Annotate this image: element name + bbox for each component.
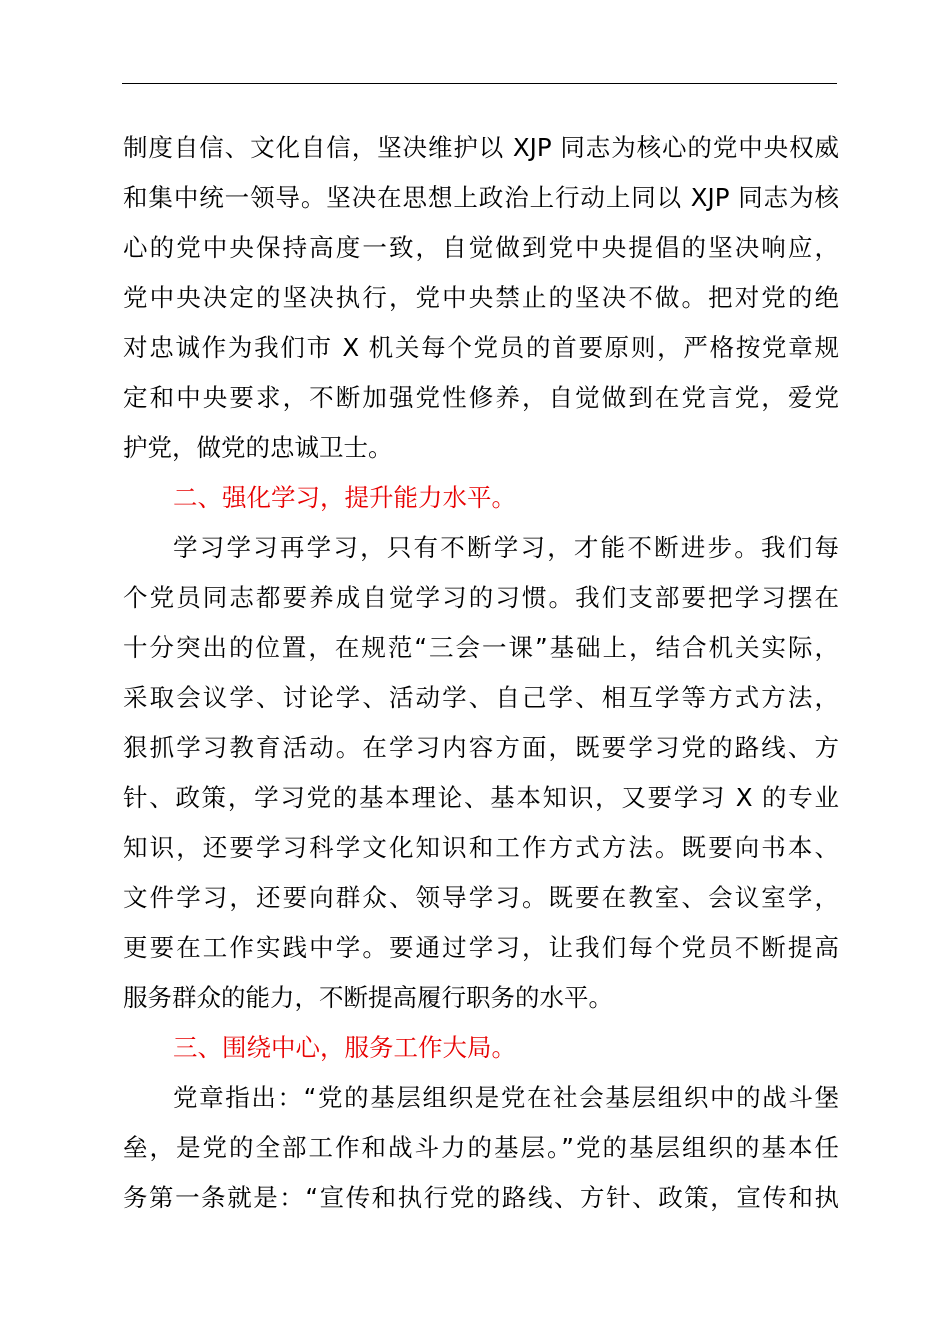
text-line: 文件学习，还要向群众、领导学习。既要在教室、会议室学， bbox=[123, 883, 839, 912]
text-line: 狠抓学习教育活动。在学习内容方面，既要学习党的路线、方 bbox=[123, 733, 839, 762]
text-line: 和集中统一领导。坚决在思想上政治上行动上同以 XJP 同志为核 bbox=[123, 183, 839, 212]
text-line: 学习学习再学习，只有不断学习，才能不断进步。我们每 bbox=[173, 533, 839, 562]
text-line: 护党，做党的忠诚卫士。 bbox=[123, 433, 393, 462]
text-line: 更要在工作实践中学。要通过学习，让我们每个党员不断提高 bbox=[123, 933, 839, 962]
document-body bbox=[123, 123, 839, 1223]
text-line: 针、政策，学习党的基本理论、基本知识，又要学习 X 的专业 bbox=[123, 783, 839, 812]
text-line: 采取会议学、讨论学、活动学、自己学、相互学等方式方法， bbox=[123, 683, 839, 712]
paragraph-2 bbox=[123, 523, 839, 1023]
text-line: 党章指出：“党的基层组织是党在社会基层组织中的战斗堡 bbox=[173, 1083, 839, 1112]
paragraph-1 bbox=[123, 123, 839, 473]
paragraph-3 bbox=[123, 1073, 839, 1223]
text-line: 制度自信、文化自信，坚决维护以 XJP 同志为核心的党中央权威 bbox=[123, 133, 839, 162]
text-line: 知识，还要学习科学文化知识和工作方式方法。既要向书本、 bbox=[123, 833, 839, 862]
text-line: 定和中央要求，不断加强党性修养，自觉做到在党言党，爱党 bbox=[123, 383, 839, 412]
text-line: 垒，是党的全部工作和战斗力的基层。”党的基层组织的基本任 bbox=[123, 1133, 839, 1162]
header-rule bbox=[122, 83, 837, 84]
text-line: 服务群众的能力，不断提高履行职务的水平。 bbox=[123, 983, 613, 1012]
text-line: 心的党中央保持高度一致，自觉做到党中央提倡的坚决响应， bbox=[123, 233, 839, 262]
text-line: 务第一条就是：“宣传和执行党的路线、方针、政策，宣传和执 bbox=[123, 1183, 839, 1212]
text-line: 十分突出的位置，在规范“三会一课”基础上，结合机关实际， bbox=[123, 633, 839, 662]
text-line: 对忠诚作为我们市 X 机关每个党员的首要原则，严格按党章规 bbox=[123, 333, 839, 362]
section-heading-3: 三、围绕中心，服务工作大局。 bbox=[173, 1033, 516, 1062]
text-line: 个党员同志都要养成自觉学习的习惯。我们支部要把学习摆在 bbox=[123, 583, 839, 612]
text-line: 党中央决定的坚决执行，党中央禁止的坚决不做。把对党的绝 bbox=[123, 283, 839, 312]
section-heading-2: 二、强化学习，提升能力水平。 bbox=[173, 483, 516, 512]
